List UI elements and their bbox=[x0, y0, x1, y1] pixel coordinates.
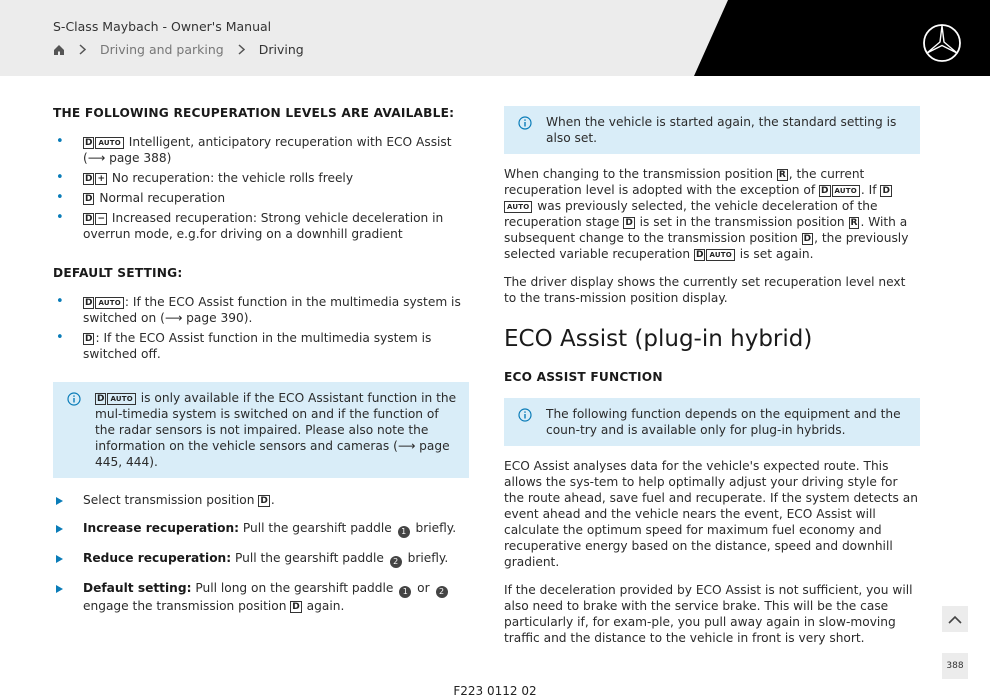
right-column bbox=[504, 106, 920, 646]
steps-list bbox=[53, 492, 469, 614]
info-icon bbox=[518, 116, 532, 134]
step-text: Pull the gearshift paddle bbox=[239, 521, 396, 535]
symbol-d: D bbox=[292, 602, 300, 612]
page-number-badge: 388 bbox=[942, 653, 968, 679]
level-text: No recuperation: the vehicle rolls freely bbox=[108, 171, 354, 185]
defaults-list bbox=[53, 294, 469, 362]
paragraph-transmission-change bbox=[504, 166, 920, 262]
default-text: : If the ECO Assist function in the multimedia system is switched off. bbox=[83, 331, 432, 361]
list-item bbox=[53, 190, 469, 206]
symbol-d: D bbox=[821, 186, 829, 196]
levels-heading: THE FOLLOWING RECUPERATION LEVELS ARE AVAILABLE: bbox=[53, 106, 455, 120]
symbol-d: D bbox=[85, 334, 93, 344]
info-box-plugin-hybrid bbox=[504, 398, 920, 446]
list-item bbox=[53, 294, 469, 326]
paddle-1-badge: 1 bbox=[399, 586, 411, 598]
symbol-plus: + bbox=[97, 174, 106, 184]
info-box-eco-availability bbox=[53, 382, 469, 478]
info-box-standard-setting bbox=[504, 106, 920, 154]
step-item bbox=[53, 580, 469, 614]
breadcrumb-current-driving: Driving bbox=[258, 42, 304, 57]
paddle-2-badge: 2 bbox=[436, 586, 448, 598]
symbol-d: D bbox=[803, 234, 812, 244]
paragraph-deceleration: If the deceleration provided by ECO Assist is not sufficient, you will also need to brake with the service brake. This will be the case particularly if, for exam-ple, you pull away again in slow-moving traffic and the distance to the vehicle in front is very short. bbox=[504, 583, 913, 645]
symbol-auto: AUTO bbox=[107, 393, 135, 405]
eco-assist-function-heading: ECO ASSIST FUNCTION bbox=[504, 370, 663, 384]
step-text: Pull the gearshift paddle bbox=[231, 551, 388, 565]
info-text: When the vehicle is started again, the standard setting is also set. bbox=[546, 115, 897, 145]
step-text: or bbox=[413, 581, 434, 595]
list-item bbox=[53, 210, 469, 242]
level-text: Intelligent, anticipatory recuperation with ECO Assist (⟶ page 388) bbox=[83, 135, 452, 165]
scroll-to-top-button[interactable] bbox=[942, 606, 968, 632]
breadcrumb bbox=[53, 42, 304, 57]
symbol-r: R bbox=[850, 218, 858, 228]
para-text: is set in the transmission position bbox=[635, 215, 849, 229]
info-text: is only available if the ECO Assistant function in the mul-timedia system is switched on and if the function of the radar sensors is not impaired. Please also note the information on the vehicle sensors and cameras (⟶ page 445, 444). bbox=[95, 391, 457, 469]
symbol-d: D bbox=[260, 496, 268, 506]
symbol-auto: AUTO bbox=[95, 137, 123, 149]
step-text: briefly. bbox=[403, 551, 449, 565]
symbol-auto: AUTO bbox=[832, 185, 860, 197]
list-item bbox=[53, 330, 469, 362]
default-text: : If the ECO Assist function in the multimedia system is switched on (⟶ page 390). bbox=[83, 295, 461, 325]
step-item bbox=[53, 550, 469, 568]
list-item bbox=[53, 134, 469, 166]
para-text: When changing to the transmission position bbox=[504, 167, 777, 181]
level-text: Increased recuperation: Strong vehicle deceleration in overrun mode, e.g.for driving on a downhill gradient bbox=[83, 211, 444, 241]
section-title: ECO Assist (plug-in hybrid) bbox=[504, 326, 813, 352]
paddle-2-badge: 2 bbox=[390, 556, 402, 568]
para-text: , the current recuperation level is adopted with the exception of bbox=[504, 167, 865, 197]
doc-title: S-Class Maybach - Owner's Manual bbox=[53, 19, 272, 34]
chevron-right-icon bbox=[79, 44, 86, 55]
step-label: Reduce recuperation: bbox=[83, 551, 232, 565]
symbol-d: D bbox=[695, 250, 704, 260]
chevron-right-icon bbox=[238, 44, 245, 55]
footer-image-code: F223 0112 02 bbox=[453, 684, 537, 698]
level-text: Normal recuperation bbox=[95, 191, 226, 205]
symbol-auto: AUTO bbox=[95, 297, 123, 309]
para-text: was previously selected, the vehicle deceleration of the recuperation stage bbox=[504, 199, 878, 229]
header-bar bbox=[0, 0, 990, 76]
symbol-minus: − bbox=[97, 214, 106, 224]
info-text: The following function depends on the equipment and the coun-try and is available only for plug-in hybrids. bbox=[546, 407, 901, 437]
default-setting-heading: DEFAULT SETTING: bbox=[53, 266, 183, 280]
step-text: again. bbox=[302, 599, 345, 613]
info-icon bbox=[67, 392, 81, 410]
step-label: Default setting: bbox=[83, 581, 192, 595]
para-text: . With a subsequent change to the transmission position bbox=[504, 215, 908, 245]
info-icon bbox=[518, 408, 532, 426]
symbol-d: D bbox=[85, 174, 93, 184]
symbol-auto: AUTO bbox=[706, 249, 734, 261]
step-label: Increase recuperation: bbox=[83, 521, 240, 535]
para-text: is set again. bbox=[735, 247, 814, 261]
breadcrumb-driving-and-parking[interactable]: Driving and parking bbox=[100, 42, 224, 57]
paragraph-driver-display: The driver display shows the currently set recuperation level next to the trans-mission position display. bbox=[504, 275, 906, 305]
para-text: , the previously selected variable recuperation bbox=[504, 231, 909, 261]
symbol-d: D bbox=[85, 138, 93, 148]
home-icon[interactable] bbox=[53, 44, 65, 56]
symbol-r: R bbox=[778, 170, 786, 180]
step-text: briefly. bbox=[411, 521, 457, 535]
step-item bbox=[53, 492, 469, 508]
levels-list bbox=[53, 134, 469, 242]
step-text: Select transmission position bbox=[83, 493, 259, 507]
symbol-d: D bbox=[85, 194, 93, 204]
paddle-1-badge: 1 bbox=[398, 526, 410, 538]
symbol-d: D bbox=[625, 218, 633, 228]
step-text: . bbox=[270, 493, 275, 507]
left-column bbox=[53, 100, 469, 626]
chevron-up-icon bbox=[948, 615, 962, 624]
paragraph-eco-assist: ECO Assist analyses data for the vehicle's expected route. This allows the sys-tem to help optimally adjust your driving style for the route ahead, save fuel and recuperate. If the system detects an event ahead and the vehicle nears the event, ECO Assist will calculate the optimum speed for maximum fuel economy and recuperative energy based on the distance, speed and downhill gradient. bbox=[504, 459, 918, 569]
symbol-d: D bbox=[882, 186, 890, 196]
mercedes-star-logo-icon[interactable] bbox=[922, 23, 962, 66]
symbol-auto: AUTO bbox=[504, 201, 532, 213]
symbol-d: D bbox=[85, 298, 93, 308]
step-text: Pull long on the gearshift paddle bbox=[191, 581, 398, 595]
para-text: . If bbox=[860, 183, 881, 197]
step-item bbox=[53, 520, 469, 538]
symbol-d: D bbox=[97, 394, 105, 404]
step-text: engage the transmission position bbox=[83, 599, 291, 613]
list-item bbox=[53, 170, 469, 186]
symbol-d: D bbox=[85, 214, 93, 224]
